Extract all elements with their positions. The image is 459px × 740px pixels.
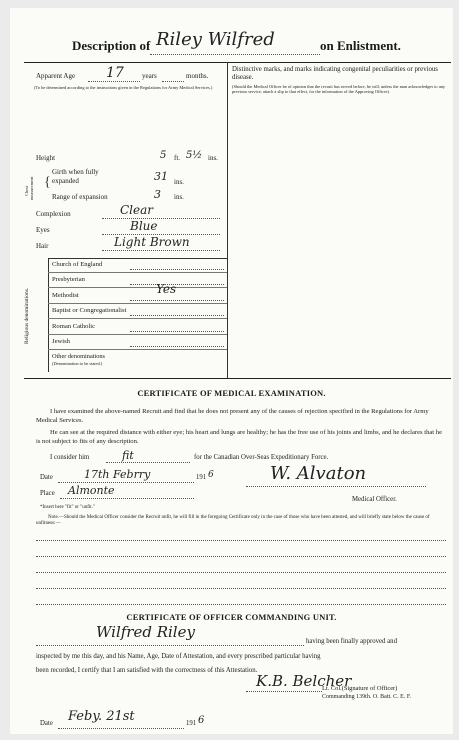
age-years-line: [88, 81, 140, 82]
years-label: years: [142, 72, 157, 80]
medical-date-label: Date: [40, 474, 53, 481]
officer-certificate-title: CERTIFICATE OF OFFICER COMMANDING UNIT.: [126, 612, 337, 622]
officer-signature-line: [246, 691, 322, 692]
officer-date-line: [58, 728, 184, 729]
ft-label: ft.: [174, 154, 181, 162]
girth-ins-label: ins.: [174, 178, 184, 186]
name-line: [150, 54, 320, 55]
age-months-line: [162, 81, 184, 82]
commanding-label: Commanding 139th. O. Batt. C. E. F.: [322, 694, 412, 700]
apparent-age-label: Apparent Age: [36, 72, 76, 80]
place-value: Almonte: [68, 484, 115, 497]
denomination-label: Jewish: [52, 338, 70, 345]
unfitness-note: Note.—Should the Medical Officer consider the Recruit unfit, he will fill in the foregoing Certificate only in the case of those who have been attested, and will briefly state below the cause of unfitness:—: [36, 515, 430, 526]
unfitness-line-2: [36, 556, 446, 557]
denomination-line: [130, 346, 224, 347]
range-ins-label: ins.: [174, 193, 184, 201]
religious-denominations-label: Religious denominations.: [24, 287, 30, 344]
girth-label: Girth when fully expanded: [52, 168, 99, 185]
officer-date-label: Date: [40, 720, 53, 727]
denomination-separator: [48, 303, 227, 304]
height-ft-value: 5: [160, 150, 167, 161]
other-denominations-note: (Denomination to be stated.): [52, 361, 103, 366]
age-years-value: 17: [106, 65, 124, 81]
unfitness-line-3: [36, 572, 446, 573]
description-label: Description of: [72, 38, 151, 53]
medical-signature-line: [246, 486, 426, 487]
denomination-label: Methodist: [52, 291, 79, 299]
medical-year-prefix: 191: [196, 474, 207, 481]
officer-signature: K.B. Belcher: [256, 672, 352, 690]
officer-year-value: 6: [198, 715, 205, 726]
place-line: [60, 498, 194, 499]
age-note: (To be determined according to the instructions given in the Regulations for Army Medical Services.): [34, 85, 213, 90]
insert-note: *Insert here "fit" or "unfit.": [40, 505, 95, 510]
denomination-label: Roman Catholic: [52, 322, 96, 330]
unfitness-line-1: [36, 540, 446, 541]
recorded-text: been recorded, I certify that I am satisfied with the correctness of this Attestation.: [36, 667, 258, 674]
fit-line: [106, 462, 190, 463]
months-label: months.: [186, 72, 209, 80]
distinctive-marks-title: Distinctive marks, and marks indicating congenital peculiarities or previous disease.: [232, 66, 438, 81]
range-label: Range of expansion: [52, 193, 108, 201]
complexion-value: Clear: [120, 203, 154, 217]
unfitness-line-5: [36, 604, 446, 605]
recruit-name: Riley Wilfred: [156, 29, 275, 50]
height-label: Height: [36, 154, 56, 162]
denomination-line: [130, 269, 224, 270]
denomination-label: Baptist or Congregationalist: [52, 307, 127, 315]
column-divider: [227, 62, 228, 378]
unfitness-line-4: [36, 588, 446, 589]
chest-brace: {: [44, 175, 51, 190]
medical-officer-signature: W. Alvaton: [270, 463, 367, 484]
fit-value: fit: [122, 449, 134, 462]
inspected-text: inspected by me this day, and his Name, Age, Date of Attestation, and every prescribed particular having: [36, 653, 321, 660]
religion-left: [48, 258, 49, 372]
height-ins-value: 5½: [186, 150, 203, 161]
officer-name-value: Wilfred Riley: [96, 623, 195, 641]
approved-text: having been finally approved and: [306, 638, 397, 645]
medical-paragraph-2: He can see at the required distance with either eye; his heart and lungs are healthy; he has the free use of his joints and limbs, and he declares that he is not subject to fits of any description.: [36, 429, 443, 445]
height-ins-label: ins.: [208, 154, 218, 162]
officer-year-prefix: 191: [186, 720, 197, 727]
medical-certificate-title: CERTIFICATE OF MEDICAL EXAMINATION.: [137, 388, 326, 398]
denomination-label: Presbyterian: [52, 276, 85, 284]
chest-label: Chest measurement: [24, 176, 35, 200]
consider-suffix: for the Canadian Over-Seas Expeditionary Force.: [194, 454, 329, 461]
denomination-line: [130, 300, 224, 301]
hair-line: [102, 250, 220, 251]
denomination-separator: [48, 272, 227, 273]
denomination-separator: [48, 318, 227, 319]
religion-top: [48, 258, 227, 259]
medical-year-value: 6: [208, 470, 214, 480]
hair-label: Hair: [36, 242, 49, 250]
hair-value: Light Brown: [114, 235, 190, 249]
denomination-separator: [48, 334, 227, 335]
eyes-value: Blue: [130, 219, 158, 233]
denomination-line: [130, 284, 224, 285]
attestation-form: [10, 8, 453, 734]
medical-paragraph-1: I have examined the above-named Recruit and find that he does not present any of the causes of rejection specified in the Regulations for Army Medical Services.: [36, 408, 429, 424]
denomination-separator: [48, 349, 227, 350]
denomination-line: [130, 315, 224, 316]
denomination-label: Church of England: [52, 261, 103, 268]
methodist-value: Yes: [156, 282, 177, 296]
complexion-line: [102, 218, 220, 219]
other-denominations-label: Other denominations: [52, 353, 105, 360]
consider-prefix: I consider him: [50, 454, 90, 461]
denomination-separator: [48, 287, 227, 288]
complexion-label: Complexion: [36, 210, 71, 218]
distinctive-marks-note: (Should the Medical Officer be of opinion that the recruit has served before, he will, unless the man acknowledges to any previous service, attach a slip to that effect, for the information of the Approving Officer).: [232, 84, 446, 95]
eyes-label: Eyes: [36, 226, 50, 234]
medical-date-line: [58, 482, 194, 483]
officer-signature-label: Lt. Col.(Signature of Officer): [322, 685, 398, 692]
range-value: 3: [154, 188, 161, 201]
top-rule: [24, 62, 451, 63]
denomination-line: [130, 331, 224, 332]
girth-value: 31: [154, 170, 168, 183]
medical-date-value: 17th Febrry: [84, 468, 151, 481]
bottom-rule: [24, 378, 451, 379]
officer-date-value: Feby. 21st: [68, 709, 135, 724]
on-enlistment-label: on Enlistment.: [320, 38, 401, 53]
medical-officer-label: Medical Officer.: [352, 496, 397, 503]
place-label: Place: [40, 490, 55, 497]
officer-name-line: [36, 645, 304, 646]
